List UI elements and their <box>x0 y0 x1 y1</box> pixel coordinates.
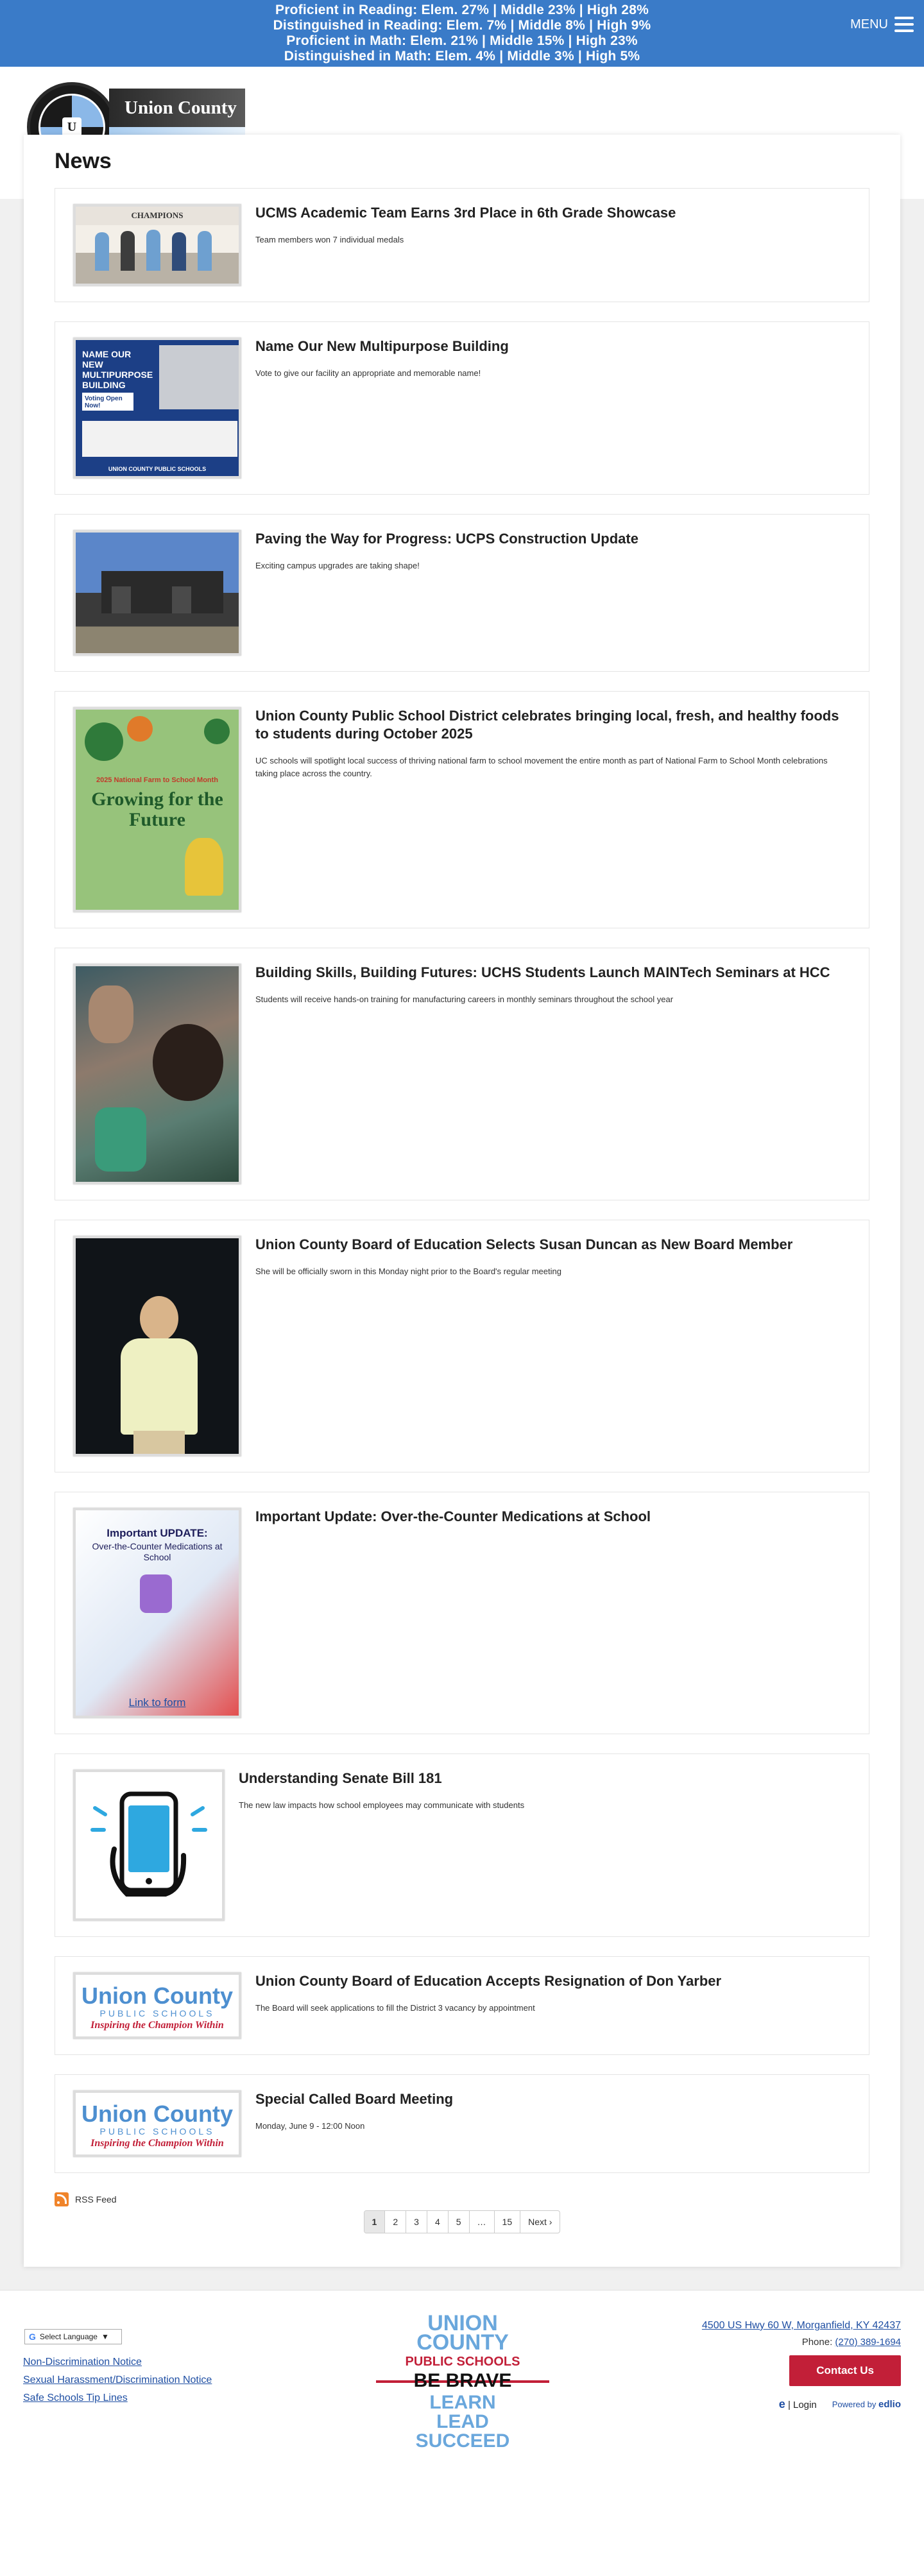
page-link[interactable]: 3 <box>406 2211 427 2233</box>
news-item-summary: The Board will seek applications to fill the District 3 vacancy by appointment <box>255 2003 535 2013</box>
page-link[interactable]: 1 <box>364 2211 386 2233</box>
banner-line: Distinguished in Math: Elem. 4% | Middle 3% | High 5% <box>284 49 640 64</box>
news-item-title[interactable]: Paving the Way for Progress: UCPS Construction Update <box>255 531 638 547</box>
next-page-link[interactable]: Next › <box>528 2217 552 2227</box>
news-item-summary: UC schools will spotlight local success of thriving national farm to school movement the entire month as part of National Farm to School Month celebrations taking place across the country. <box>255 756 828 778</box>
footer-logo-line: PUBLIC SCHOOLS <box>405 2355 520 2369</box>
thumb-caption-2: Growing for the Future <box>91 789 223 830</box>
news-item <box>55 691 869 928</box>
thumb-caption-2: PUBLIC SCHOOLS <box>99 2126 215 2137</box>
powered-brand: edlio <box>878 2399 901 2410</box>
footer-contact <box>702 2320 901 2411</box>
phone-line <box>702 2337 901 2348</box>
thumb-caption-3: Inspiring the Champion Within <box>90 2020 224 2031</box>
language-select[interactable] <box>24 2329 122 2344</box>
footer-link[interactable]: Safe Schools Tip Lines <box>23 2393 128 2403</box>
news-item <box>55 188 869 302</box>
google-icon: G <box>29 2332 36 2342</box>
main-area <box>0 149 924 2290</box>
footer-logo-line: UNION <box>427 2311 498 2335</box>
news-item-title[interactable]: Understanding Senate Bill 181 <box>239 1770 442 1786</box>
hamburger-icon <box>894 17 914 32</box>
footer-links <box>23 2353 212 2407</box>
page-link[interactable]: 4 <box>427 2211 449 2233</box>
news-thumbnail[interactable] <box>73 1236 241 1456</box>
thumb-caption-2: Voting Open Now! <box>82 393 133 411</box>
thumb-caption: Important UPDATE: <box>107 1527 208 1539</box>
news-item <box>55 2074 869 2173</box>
news-item-summary: The new law impacts how school employees may communicate with students <box>239 1800 525 1810</box>
news-thumbnail[interactable] <box>73 204 241 286</box>
edlio-e-icon: e <box>778 2398 785 2410</box>
news-item <box>55 948 869 1200</box>
news-thumbnail[interactable] <box>73 1508 241 1718</box>
news-item-title[interactable]: Union County Board of Education Accepts Resignation of Don Yarber <box>255 1973 722 1989</box>
news-item <box>55 1956 869 2055</box>
footer-logo-line: SUCCEED <box>415 2430 510 2452</box>
login-link[interactable] <box>779 2398 817 2411</box>
news-item <box>55 1753 869 1937</box>
news-item-summary: Vote to give our facility an appropriate and memorable name! <box>255 368 481 378</box>
thumb-caption: 2025 National Farm to School Month <box>96 776 219 784</box>
news-item-title[interactable]: Building Skills, Building Futures: UCHS Students Launch MAINTech Seminars at HCC <box>255 964 830 980</box>
news-item-title[interactable]: Union County Board of Education Selects Susan Duncan as New Board Member <box>255 1236 793 1252</box>
news-thumbnail[interactable] <box>73 707 241 912</box>
phone-label: Phone: <box>801 2337 833 2348</box>
banner-line: Proficient in Reading: Elem. 27% | Middle 23% | High 28% <box>275 3 649 17</box>
menu-label: MENU <box>850 17 888 31</box>
site-footer <box>0 2290 924 2486</box>
login-label: | Login <box>787 2400 817 2410</box>
news-item <box>55 514 869 672</box>
news-item <box>55 1220 869 1472</box>
address-link[interactable]: 4500 US Hwy 60 W, Morganfield, KY 42437 <box>701 2320 901 2331</box>
page-link[interactable]: 5 <box>449 2211 470 2233</box>
news-item-title[interactable]: Name Our New Multipurpose Building <box>255 338 509 354</box>
news-thumbnail[interactable] <box>73 1770 225 1921</box>
seal-letter: U <box>62 117 81 137</box>
thumb-caption: NAME OUR NEW MULTIPURPOSE BUILDING <box>82 349 153 390</box>
news-item-title[interactable]: Special Called Board Meeting <box>255 2091 454 2107</box>
news-item <box>55 1492 869 1734</box>
page-title: News <box>55 149 112 173</box>
powered-label: Powered by <box>832 2400 877 2409</box>
phone-link[interactable]: (270) 389-1694 <box>835 2337 901 2348</box>
news-item-title[interactable]: Union County Public School District celebrates bringing local, fresh, and healthy foods to students during October 2025 <box>255 708 839 742</box>
news-thumbnail[interactable] <box>73 1972 241 2039</box>
footer-logo-line: LEAD <box>436 2411 489 2432</box>
banner-line: Distinguished in Reading: Elem. 7% | Middle 8% | High 9% <box>273 18 651 33</box>
footer-logo <box>376 2311 549 2474</box>
pagination <box>55 2210 869 2233</box>
page-link[interactable]: 15 <box>495 2211 521 2233</box>
news-item-summary: She will be officially sworn in this Monday night prior to the Board's regular meeting <box>255 1267 561 1276</box>
language-label: Select Language <box>39 2332 98 2341</box>
news-thumbnail[interactable] <box>73 2090 241 2157</box>
news-thumbnail[interactable] <box>73 530 241 656</box>
banner-lines <box>0 3 924 64</box>
banner-line: Proficient in Math: Elem. 21% | Middle 15% | High 23% <box>286 33 638 48</box>
news-thumbnail[interactable] <box>73 337 241 479</box>
news-item-summary: Team members won 7 individual medals <box>255 235 404 244</box>
news-card <box>24 135 900 2267</box>
news-item <box>55 321 869 495</box>
news-item-summary: Monday, June 9 - 12:00 Noon <box>255 2121 365 2131</box>
page-ellipsis: … <box>470 2211 495 2233</box>
footer-link[interactable]: Sexual Harassment/Discrimination Notice <box>23 2375 212 2385</box>
thumb-caption-3: UNION COUNTY PUBLIC SCHOOLS <box>108 466 207 472</box>
news-item-summary: Students will receive hands-on training for manufacturing careers in monthly seminars throughout the school year <box>255 994 674 1004</box>
news-item-summary: Exciting campus upgrades are taking shape! <box>255 561 420 570</box>
news-item-title[interactable]: Important Update: Over-the-Counter Medications at School <box>255 1508 651 1524</box>
rss-feed-link[interactable] <box>55 2192 869 2206</box>
footer-link[interactable]: Non-Discrimination Notice <box>23 2357 142 2367</box>
menu-button[interactable] <box>850 17 914 32</box>
rss-icon <box>55 2192 69 2206</box>
contact-us-button[interactable]: Contact Us <box>789 2355 901 2386</box>
footer-logo-line: LEARN <box>429 2392 496 2413</box>
phone-hand-icon <box>76 1772 222 1918</box>
footer-logo-line: COUNTY <box>416 2330 509 2355</box>
logo-line-1: Union County <box>109 89 245 127</box>
news-item-title[interactable]: UCMS Academic Team Earns 3rd Place in 6th Grade Showcase <box>255 205 676 221</box>
news-thumbnail[interactable] <box>73 964 241 1184</box>
powered-by-link[interactable] <box>832 2399 901 2410</box>
thumb-caption: Union County <box>81 1983 233 2009</box>
footer-logo-line: BE BRAVE <box>413 2370 512 2391</box>
thumb-caption: CHAMPIONS <box>131 210 184 220</box>
thumb-caption-2: PUBLIC SCHOOLS <box>99 2008 215 2018</box>
chevron-down-icon: ▼ <box>101 2332 109 2341</box>
thumb-link: Link to form <box>128 1696 186 1709</box>
thumb-caption-3: Inspiring the Champion Within <box>90 2138 224 2149</box>
stats-banner <box>0 0 924 67</box>
page-link[interactable]: 2 <box>385 2211 406 2233</box>
rss-label: RSS Feed <box>75 2194 117 2205</box>
thumb-caption-2: Over-the-Counter Medications at School <box>92 1541 223 1562</box>
thumb-caption: Union County <box>81 2101 233 2127</box>
